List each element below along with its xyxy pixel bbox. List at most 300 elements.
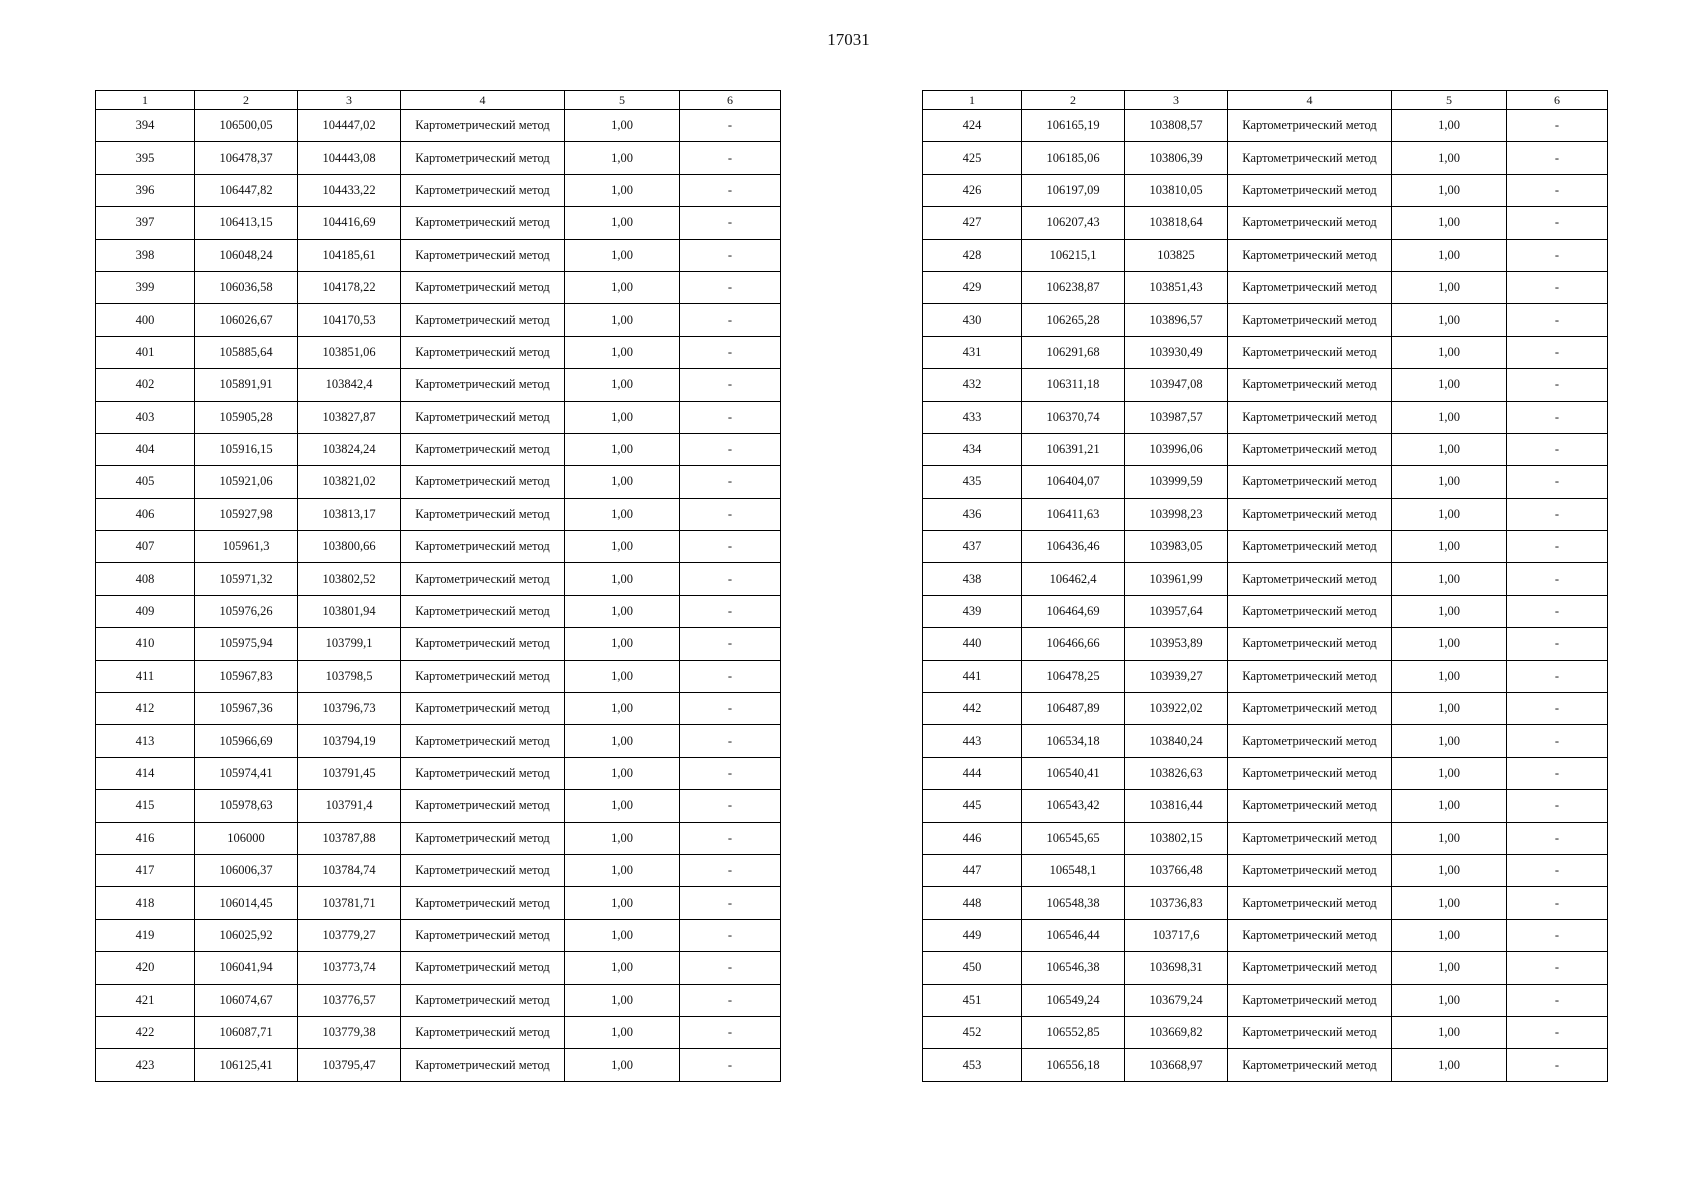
x-coordinate-cell: 105916,15 <box>195 433 298 465</box>
y-coordinate-cell: 103922,02 <box>1125 693 1228 725</box>
y-coordinate-cell: 103801,94 <box>298 595 401 627</box>
x-coordinate-cell: 105967,36 <box>195 693 298 725</box>
method-cell: Картометрический метод <box>1228 433 1392 465</box>
table-row <box>923 466 1608 498</box>
x-coordinate-cell: 106545,65 <box>1022 822 1125 854</box>
page-number: 17031 <box>827 30 870 49</box>
table-row <box>923 498 1608 530</box>
method-cell: Картометрический метод <box>401 757 565 789</box>
x-coordinate-cell: 106466,66 <box>1022 628 1125 660</box>
x-coordinate-cell: 106404,07 <box>1022 466 1125 498</box>
accuracy-cell: 1,00 <box>565 336 680 368</box>
table-row <box>96 110 781 142</box>
y-coordinate-cell: 103824,24 <box>298 433 401 465</box>
x-coordinate-cell: 106207,43 <box>1022 207 1125 239</box>
table-row <box>96 531 781 563</box>
x-coordinate-cell: 106197,09 <box>1022 174 1125 206</box>
table-row <box>96 433 781 465</box>
point-number-cell: 402 <box>96 369 195 401</box>
description-cell: - <box>1507 336 1608 368</box>
x-coordinate-cell: 106185,06 <box>1022 142 1125 174</box>
table-header-row <box>96 91 781 110</box>
method-cell: Картометрический метод <box>401 919 565 951</box>
point-number-cell: 403 <box>96 401 195 433</box>
table-row <box>96 984 781 1016</box>
y-coordinate-cell: 104443,08 <box>298 142 401 174</box>
description-cell: - <box>1507 207 1608 239</box>
table-row <box>923 1016 1608 1048</box>
table-row <box>923 110 1608 142</box>
table-row <box>923 369 1608 401</box>
point-number-cell: 398 <box>96 239 195 271</box>
method-cell: Картометрический метод <box>401 207 565 239</box>
method-cell: Картометрический метод <box>1228 1016 1392 1048</box>
point-number-cell: 423 <box>96 1049 195 1081</box>
y-coordinate-cell: 104447,02 <box>298 110 401 142</box>
x-coordinate-cell: 106291,68 <box>1022 336 1125 368</box>
table-row <box>923 401 1608 433</box>
point-number-cell: 413 <box>96 725 195 757</box>
table-row <box>923 271 1608 303</box>
description-cell: - <box>1507 725 1608 757</box>
accuracy-cell: 1,00 <box>1392 271 1507 303</box>
accuracy-cell: 1,00 <box>565 725 680 757</box>
y-coordinate-cell: 104185,61 <box>298 239 401 271</box>
accuracy-cell: 1,00 <box>1392 887 1507 919</box>
accuracy-cell: 1,00 <box>565 887 680 919</box>
method-cell: Картометрический метод <box>401 466 565 498</box>
method-cell: Картометрический метод <box>1228 952 1392 984</box>
x-coordinate-cell: 106540,41 <box>1022 757 1125 789</box>
description-cell: - <box>1507 174 1608 206</box>
point-number-cell: 405 <box>96 466 195 498</box>
accuracy-cell: 1,00 <box>565 531 680 563</box>
point-number-cell: 397 <box>96 207 195 239</box>
description-cell: - <box>1507 271 1608 303</box>
y-coordinate-cell: 103999,59 <box>1125 466 1228 498</box>
x-coordinate-cell: 105961,3 <box>195 531 298 563</box>
accuracy-cell: 1,00 <box>1392 531 1507 563</box>
description-cell: - <box>680 174 781 206</box>
table-row <box>96 401 781 433</box>
coordinates-table-left <box>95 90 781 1082</box>
column-header: 3 <box>298 91 401 110</box>
table-row <box>96 919 781 951</box>
description-cell: - <box>680 466 781 498</box>
x-coordinate-cell: 106087,71 <box>195 1016 298 1048</box>
accuracy-cell: 1,00 <box>565 369 680 401</box>
table-row <box>96 822 781 854</box>
accuracy-cell: 1,00 <box>1392 628 1507 660</box>
description-cell: - <box>680 757 781 789</box>
y-coordinate-cell: 103802,52 <box>298 563 401 595</box>
y-coordinate-cell: 103821,02 <box>298 466 401 498</box>
x-coordinate-cell: 106048,24 <box>195 239 298 271</box>
description-cell: - <box>680 887 781 919</box>
accuracy-cell: 1,00 <box>565 595 680 627</box>
y-coordinate-cell: 103825 <box>1125 239 1228 271</box>
method-cell: Картометрический метод <box>1228 725 1392 757</box>
accuracy-cell: 1,00 <box>1392 563 1507 595</box>
description-cell: - <box>1507 822 1608 854</box>
x-coordinate-cell: 105921,06 <box>195 466 298 498</box>
point-number-cell: 442 <box>923 693 1022 725</box>
table-row <box>96 595 781 627</box>
point-number-cell: 434 <box>923 433 1022 465</box>
x-coordinate-cell: 106411,63 <box>1022 498 1125 530</box>
x-coordinate-cell: 105927,98 <box>195 498 298 530</box>
point-number-cell: 446 <box>923 822 1022 854</box>
accuracy-cell: 1,00 <box>565 757 680 789</box>
point-number-cell: 409 <box>96 595 195 627</box>
method-cell: Картометрический метод <box>1228 110 1392 142</box>
method-cell: Картометрический метод <box>1228 142 1392 174</box>
y-coordinate-cell: 103930,49 <box>1125 336 1228 368</box>
accuracy-cell: 1,00 <box>565 433 680 465</box>
table-row <box>923 304 1608 336</box>
table-row <box>96 466 781 498</box>
description-cell: - <box>680 1049 781 1081</box>
column-header: 6 <box>680 91 781 110</box>
table-row <box>96 239 781 271</box>
point-number-cell: 406 <box>96 498 195 530</box>
y-coordinate-cell: 103798,5 <box>298 660 401 692</box>
table-row <box>923 628 1608 660</box>
table-row <box>923 207 1608 239</box>
description-cell: - <box>680 207 781 239</box>
accuracy-cell: 1,00 <box>565 854 680 886</box>
accuracy-cell: 1,00 <box>565 207 680 239</box>
description-cell: - <box>680 336 781 368</box>
table-row <box>923 952 1608 984</box>
point-number-cell: 448 <box>923 887 1022 919</box>
y-coordinate-cell: 103996,06 <box>1125 433 1228 465</box>
y-coordinate-cell: 103717,6 <box>1125 919 1228 951</box>
method-cell: Картометрический метод <box>1228 919 1392 951</box>
y-coordinate-cell: 103779,38 <box>298 1016 401 1048</box>
method-cell: Картометрический метод <box>1228 595 1392 627</box>
table-row <box>96 336 781 368</box>
y-coordinate-cell: 103896,57 <box>1125 304 1228 336</box>
description-cell: - <box>1507 304 1608 336</box>
point-number-cell: 439 <box>923 595 1022 627</box>
method-cell: Картометрический метод <box>1228 207 1392 239</box>
point-number-cell: 425 <box>923 142 1022 174</box>
accuracy-cell: 1,00 <box>1392 466 1507 498</box>
y-coordinate-cell: 103679,24 <box>1125 984 1228 1016</box>
point-number-cell: 431 <box>923 336 1022 368</box>
description-cell: - <box>1507 239 1608 271</box>
method-cell: Картометрический метод <box>401 369 565 401</box>
accuracy-cell: 1,00 <box>1392 595 1507 627</box>
accuracy-cell: 1,00 <box>1392 142 1507 174</box>
y-coordinate-cell: 103813,17 <box>298 498 401 530</box>
accuracy-cell: 1,00 <box>565 271 680 303</box>
table-row <box>923 336 1608 368</box>
method-cell: Картометрический метод <box>401 1049 565 1081</box>
method-cell: Картометрический метод <box>1228 854 1392 886</box>
x-coordinate-cell: 106500,05 <box>195 110 298 142</box>
x-coordinate-cell: 106074,67 <box>195 984 298 1016</box>
method-cell: Картометрический метод <box>401 854 565 886</box>
x-coordinate-cell: 106436,46 <box>1022 531 1125 563</box>
method-cell: Картометрический метод <box>401 822 565 854</box>
y-coordinate-cell: 103806,39 <box>1125 142 1228 174</box>
x-coordinate-cell: 105905,28 <box>195 401 298 433</box>
y-coordinate-cell: 103810,05 <box>1125 174 1228 206</box>
accuracy-cell: 1,00 <box>1392 757 1507 789</box>
description-cell: - <box>680 401 781 433</box>
method-cell: Картометрический метод <box>1228 660 1392 692</box>
description-cell: - <box>680 563 781 595</box>
description-cell: - <box>680 693 781 725</box>
description-cell: - <box>1507 531 1608 563</box>
method-cell: Картометрический метод <box>401 174 565 206</box>
method-cell: Картометрический метод <box>1228 304 1392 336</box>
column-header: 6 <box>1507 91 1608 110</box>
table-row <box>96 790 781 822</box>
method-cell: Картометрический метод <box>1228 174 1392 206</box>
description-cell: - <box>1507 887 1608 919</box>
method-cell: Картометрический метод <box>1228 336 1392 368</box>
method-cell: Картометрический метод <box>1228 531 1392 563</box>
point-number-cell: 399 <box>96 271 195 303</box>
point-number-cell: 408 <box>96 563 195 595</box>
accuracy-cell: 1,00 <box>1392 369 1507 401</box>
description-cell: - <box>680 498 781 530</box>
accuracy-cell: 1,00 <box>1392 336 1507 368</box>
y-coordinate-cell: 103698,31 <box>1125 952 1228 984</box>
description-cell: - <box>1507 110 1608 142</box>
x-coordinate-cell: 106036,58 <box>195 271 298 303</box>
accuracy-cell: 1,00 <box>1392 984 1507 1016</box>
y-coordinate-cell: 103983,05 <box>1125 531 1228 563</box>
method-cell: Картометрический метод <box>401 401 565 433</box>
accuracy-cell: 1,00 <box>565 919 680 951</box>
point-number-cell: 426 <box>923 174 1022 206</box>
x-coordinate-cell: 106462,4 <box>1022 563 1125 595</box>
table-row <box>923 822 1608 854</box>
description-cell: - <box>1507 660 1608 692</box>
accuracy-cell: 1,00 <box>565 239 680 271</box>
point-number-cell: 433 <box>923 401 1022 433</box>
x-coordinate-cell: 106487,89 <box>1022 693 1125 725</box>
method-cell: Картометрический метод <box>1228 369 1392 401</box>
point-number-cell: 420 <box>96 952 195 984</box>
x-coordinate-cell: 106478,25 <box>1022 660 1125 692</box>
point-number-cell: 429 <box>923 271 1022 303</box>
point-number-cell: 428 <box>923 239 1022 271</box>
point-number-cell: 444 <box>923 757 1022 789</box>
point-number-cell: 453 <box>923 1049 1022 1081</box>
y-coordinate-cell: 103826,63 <box>1125 757 1228 789</box>
x-coordinate-cell: 105967,83 <box>195 660 298 692</box>
point-number-cell: 418 <box>96 887 195 919</box>
accuracy-cell: 1,00 <box>565 401 680 433</box>
point-number-cell: 395 <box>96 142 195 174</box>
description-cell: - <box>1507 854 1608 886</box>
method-cell: Картометрический метод <box>401 563 565 595</box>
column-header: 1 <box>923 91 1022 110</box>
column-header: 5 <box>1392 91 1507 110</box>
y-coordinate-cell: 103802,15 <box>1125 822 1228 854</box>
description-cell: - <box>680 822 781 854</box>
x-coordinate-cell: 106478,37 <box>195 142 298 174</box>
table-row <box>923 142 1608 174</box>
x-coordinate-cell: 106215,1 <box>1022 239 1125 271</box>
description-cell: - <box>680 239 781 271</box>
point-number-cell: 440 <box>923 628 1022 660</box>
accuracy-cell: 1,00 <box>1392 401 1507 433</box>
description-cell: - <box>680 854 781 886</box>
x-coordinate-cell: 106546,44 <box>1022 919 1125 951</box>
method-cell: Картометрический метод <box>401 952 565 984</box>
accuracy-cell: 1,00 <box>1392 174 1507 206</box>
method-cell: Картометрический метод <box>1228 239 1392 271</box>
accuracy-cell: 1,00 <box>1392 790 1507 822</box>
description-cell: - <box>680 369 781 401</box>
accuracy-cell: 1,00 <box>1392 919 1507 951</box>
table-row <box>96 887 781 919</box>
table-row <box>96 854 781 886</box>
point-number-cell: 401 <box>96 336 195 368</box>
table-row <box>96 271 781 303</box>
y-coordinate-cell: 103773,74 <box>298 952 401 984</box>
x-coordinate-cell: 106543,42 <box>1022 790 1125 822</box>
description-cell: - <box>1507 466 1608 498</box>
accuracy-cell: 1,00 <box>565 174 680 206</box>
y-coordinate-cell: 103766,48 <box>1125 854 1228 886</box>
description-cell: - <box>680 531 781 563</box>
description-cell: - <box>1507 1016 1608 1048</box>
table-row <box>96 142 781 174</box>
y-coordinate-cell: 103851,43 <box>1125 271 1228 303</box>
table-row <box>923 693 1608 725</box>
x-coordinate-cell: 105966,69 <box>195 725 298 757</box>
description-cell: - <box>1507 433 1608 465</box>
point-number-cell: 412 <box>96 693 195 725</box>
x-coordinate-cell: 105975,94 <box>195 628 298 660</box>
point-number-cell: 414 <box>96 757 195 789</box>
point-number-cell: 410 <box>96 628 195 660</box>
x-coordinate-cell: 106548,1 <box>1022 854 1125 886</box>
method-cell: Картометрический метод <box>1228 887 1392 919</box>
table-row <box>96 725 781 757</box>
column-header: 4 <box>401 91 565 110</box>
table-row <box>923 919 1608 951</box>
accuracy-cell: 1,00 <box>565 1049 680 1081</box>
x-coordinate-cell: 105978,63 <box>195 790 298 822</box>
y-coordinate-cell: 103787,88 <box>298 822 401 854</box>
point-number-cell: 430 <box>923 304 1022 336</box>
column-header: 4 <box>1228 91 1392 110</box>
y-coordinate-cell: 103947,08 <box>1125 369 1228 401</box>
x-coordinate-cell: 106125,41 <box>195 1049 298 1081</box>
description-cell: - <box>1507 369 1608 401</box>
y-coordinate-cell: 103808,57 <box>1125 110 1228 142</box>
method-cell: Картометрический метод <box>1228 401 1392 433</box>
method-cell: Картометрический метод <box>1228 563 1392 595</box>
method-cell: Картометрический метод <box>401 433 565 465</box>
table-row <box>923 239 1608 271</box>
accuracy-cell: 1,00 <box>1392 693 1507 725</box>
method-cell: Картометрический метод <box>401 110 565 142</box>
table-row <box>923 790 1608 822</box>
point-number-cell: 421 <box>96 984 195 1016</box>
method-cell: Картометрический метод <box>1228 466 1392 498</box>
y-coordinate-cell: 103668,97 <box>1125 1049 1228 1081</box>
point-number-cell: 435 <box>923 466 1022 498</box>
x-coordinate-cell: 105976,26 <box>195 595 298 627</box>
x-coordinate-cell: 105974,41 <box>195 757 298 789</box>
point-number-cell: 443 <box>923 725 1022 757</box>
accuracy-cell: 1,00 <box>565 628 680 660</box>
x-coordinate-cell: 106556,18 <box>1022 1049 1125 1081</box>
description-cell: - <box>680 595 781 627</box>
point-number-cell: 400 <box>96 304 195 336</box>
y-coordinate-cell: 103791,4 <box>298 790 401 822</box>
column-header: 2 <box>1022 91 1125 110</box>
point-number-cell: 438 <box>923 563 1022 595</box>
description-cell: - <box>1507 401 1608 433</box>
point-number-cell: 441 <box>923 660 1022 692</box>
y-coordinate-cell: 103939,27 <box>1125 660 1228 692</box>
accuracy-cell: 1,00 <box>1392 822 1507 854</box>
point-number-cell: 452 <box>923 1016 1022 1048</box>
description-cell: - <box>1507 142 1608 174</box>
x-coordinate-cell: 105885,64 <box>195 336 298 368</box>
table-row <box>96 304 781 336</box>
description-cell: - <box>1507 984 1608 1016</box>
table-row <box>96 563 781 595</box>
point-number-cell: 407 <box>96 531 195 563</box>
accuracy-cell: 1,00 <box>565 304 680 336</box>
y-coordinate-cell: 103957,64 <box>1125 595 1228 627</box>
y-coordinate-cell: 103796,73 <box>298 693 401 725</box>
table-row <box>923 660 1608 692</box>
table-row <box>96 1049 781 1081</box>
method-cell: Картометрический метод <box>1228 757 1392 789</box>
method-cell: Картометрический метод <box>401 984 565 1016</box>
description-cell: - <box>1507 919 1608 951</box>
table-row <box>96 660 781 692</box>
y-coordinate-cell: 104170,53 <box>298 304 401 336</box>
accuracy-cell: 1,00 <box>1392 660 1507 692</box>
x-coordinate-cell: 106014,45 <box>195 887 298 919</box>
method-cell: Картометрический метод <box>1228 984 1392 1016</box>
accuracy-cell: 1,00 <box>1392 952 1507 984</box>
y-coordinate-cell: 103799,1 <box>298 628 401 660</box>
description-cell: - <box>680 790 781 822</box>
y-coordinate-cell: 103961,99 <box>1125 563 1228 595</box>
description-cell: - <box>1507 628 1608 660</box>
table-row <box>96 952 781 984</box>
column-header: 5 <box>565 91 680 110</box>
accuracy-cell: 1,00 <box>565 790 680 822</box>
y-coordinate-cell: 103669,82 <box>1125 1016 1228 1048</box>
y-coordinate-cell: 103851,06 <box>298 336 401 368</box>
method-cell: Картометрический метод <box>401 304 565 336</box>
x-coordinate-cell: 106000 <box>195 822 298 854</box>
method-cell: Картометрический метод <box>401 239 565 271</box>
table-row <box>923 595 1608 627</box>
y-coordinate-cell: 103998,23 <box>1125 498 1228 530</box>
description-cell: - <box>680 725 781 757</box>
point-number-cell: 445 <box>923 790 1022 822</box>
table-row <box>923 725 1608 757</box>
accuracy-cell: 1,00 <box>565 142 680 174</box>
table-row <box>923 887 1608 919</box>
